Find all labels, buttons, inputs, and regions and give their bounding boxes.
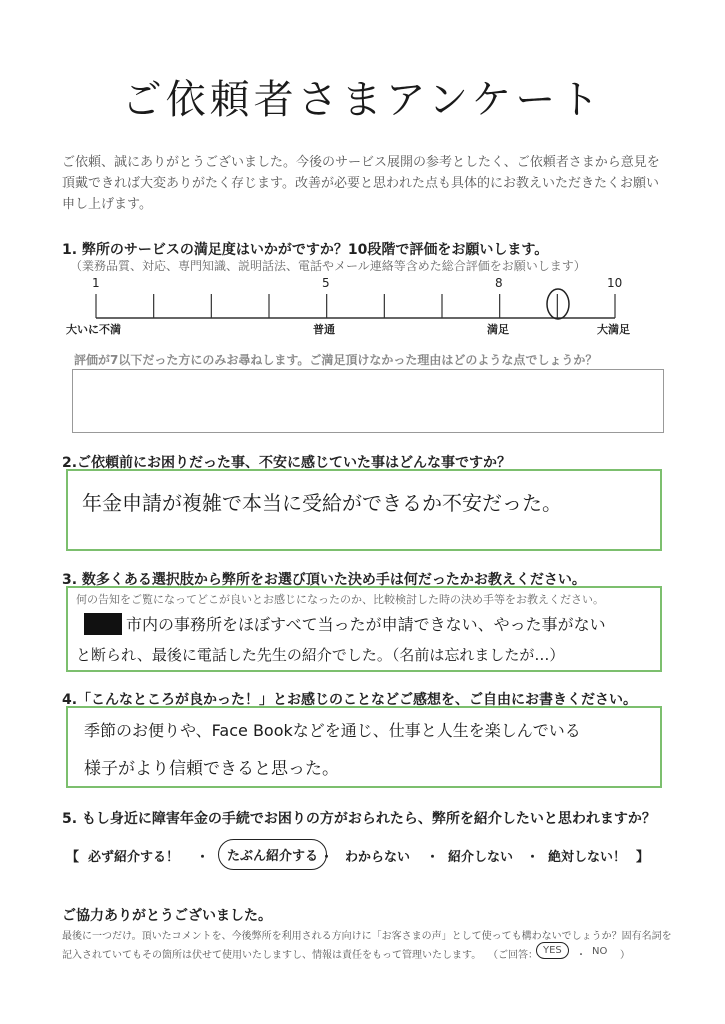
- q3-handwritten-line1: 市内の事務所をほぼすべて当ったが申請できない、やった事がない: [126, 615, 606, 634]
- footer-reply-label: （ご回答：: [488, 950, 538, 961]
- footer-note-line1: 最後に一つだけ。頂いたコメントを、今後弊所を利用される方向けに「お客さまの声」として使っても構わないでしょうか？固有名詞を: [62, 931, 672, 942]
- scale-label-10: 10: [607, 276, 623, 290]
- q5-separator: ・: [196, 850, 210, 865]
- anchor-label-low: 大いに不満: [66, 323, 121, 336]
- q3-heading: 3. 数多くある選択肢から弊所をお選び頂いた決め手は何だったかお教えください。: [62, 572, 586, 588]
- scale-label-5: 5: [322, 276, 330, 290]
- q5-option-unsure: わからない: [345, 850, 411, 865]
- q5-option-no: 紹介しない: [448, 850, 514, 865]
- footer-thanks: ご協力ありがとうございました。: [62, 908, 272, 924]
- q5-separator: ・: [426, 850, 440, 865]
- q5-heading: 5. もし身近に障害年金の手続でお困りの方がおられたら、弊所を紹介したいと思われますか？: [62, 811, 656, 827]
- q5-bracket-open: 【: [66, 850, 80, 865]
- q4-handwritten-line2: 様子がより信頼できると思った。: [84, 759, 339, 779]
- scale-ticks: [96, 294, 615, 318]
- q4-answer-box: [66, 706, 662, 788]
- q3-subtext: 何の告知をご覧になってどこが良いとお感じになったのか、比較検討した時の決め手等をお教えください。: [76, 593, 604, 606]
- q5-separator: ・: [526, 850, 540, 865]
- q5-option-never: 絶対しない！: [548, 850, 627, 865]
- q1-followup-answer-box: [72, 369, 664, 433]
- q1-rating-scale: [60, 274, 680, 354]
- intro-text: ご依頼、誠にありがとうございました。今後のサービス展開の参考としたく、ご依頼者さまから意見を頂戴できれば大変ありがたく存じます。改善が必要と思われた点も具体的にお教えいただきたくお願い申し上げます。: [62, 155, 660, 212]
- q1-heading: 1. 弊所のサービスの満足度はいかがですか？10段階で評価をお願いします。: [62, 242, 549, 258]
- q1-followup-question: 評価が7以下だった方にのみお尋ねします。ご満足頂けなかった理由はどのような点でしょうか？: [74, 353, 598, 367]
- q1-subtext: （業務品質、対応、専門知識、説明話法、電話やメール連絡等含めた総合評価をお願いします）: [70, 259, 586, 273]
- q5-separator: ・: [320, 850, 334, 865]
- q2-answer-box: [66, 469, 662, 551]
- page-title: ご依頼者さまアンケート: [121, 77, 604, 123]
- redaction-block: [84, 613, 122, 635]
- footer-reply-close: ）: [620, 950, 630, 961]
- q5-bracket-close: 】: [636, 850, 650, 865]
- q3-handwritten-line2: と断られ、最後に電話した先生の紹介でした。（名前は忘れましたが…）: [76, 646, 565, 664]
- q3-answer-box: [66, 586, 662, 672]
- anchor-label-high: 大満足: [597, 323, 630, 336]
- scale-label-1: 1: [92, 276, 100, 290]
- footer-separator: ・: [576, 950, 586, 961]
- rating-selected-circle: [547, 289, 569, 319]
- q2-handwritten-answer: 年金申請が複雑で本当に受給ができるか不安だった。: [82, 491, 562, 515]
- q5-option-definitely: 必ず紹介する！: [88, 850, 180, 865]
- footer-yes-selected: YES: [536, 942, 569, 959]
- anchor-label-good: 満足: [487, 323, 509, 336]
- q5-option-probably-selected: たぶん紹介する: [218, 839, 327, 870]
- footer-note-line2: 記入されていてもその箇所は伏せて使用いたしますし、情報は責任をもって管理いたします。: [62, 950, 482, 961]
- anchor-label-mid: 普通: [313, 323, 335, 336]
- scale-label-8: 8: [495, 276, 503, 290]
- q4-heading: 4.「こんなところが良かった！」とお感じのことなどご感想を、ご自由にお書きください。: [62, 692, 638, 708]
- footer-no: NO: [592, 946, 608, 957]
- q4-handwritten-line1: 季節のお便りや、Face Bookなどを通じ、仕事と人生を楽しんでいる: [84, 721, 581, 740]
- q2-heading: 2.ご依頼前にお困りだった事、不安に感じていた事はどんな事ですか？: [62, 455, 512, 471]
